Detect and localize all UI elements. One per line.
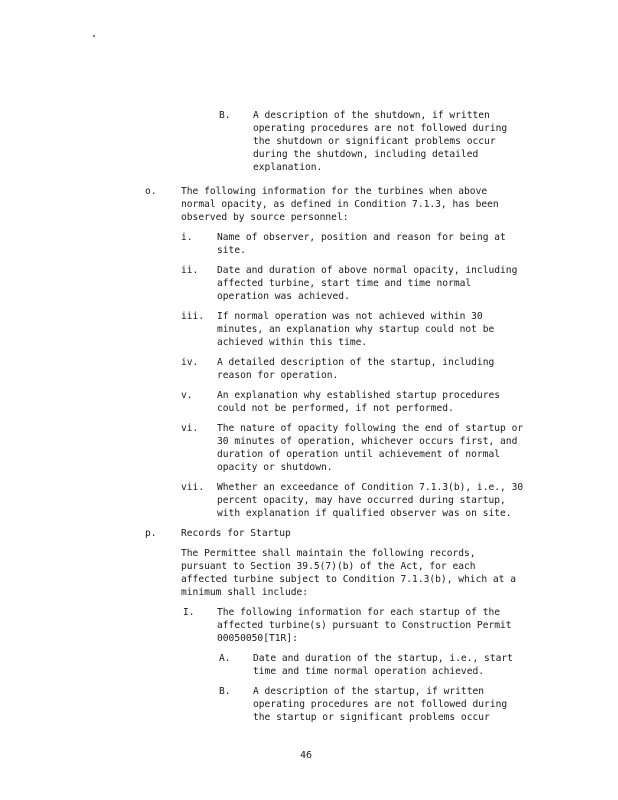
p-sub-b-line-3: the startup or significant problems occur (253, 712, 490, 723)
o-item-iv-label: iv. (181, 357, 199, 368)
o-item-vi-line-4: opacity or shutdown. (217, 462, 333, 473)
o-item-vi-line-2: 30 minutes of operation, whichever occurs first, and (217, 436, 518, 447)
p-item-i-label: I. (183, 607, 195, 618)
p-sub-a-label: A. (219, 653, 231, 664)
o-item-v-line-1: An explanation why established startup procedures (217, 390, 501, 401)
o-item-vi-line-3: duration of operation until achievement of normal (217, 449, 501, 460)
o-item-ii-line-3: operation was achieved. (217, 291, 350, 302)
item-b-line-2: operating procedures are not followed during (253, 123, 508, 134)
o-item-iii-line-1: If normal operation was not achieved within 30 (217, 311, 483, 322)
item-b-line-4: during the shutdown, including detailed (253, 149, 479, 160)
section-o-line-2: normal opacity, as defined in Condition 7.1.3, has been (181, 199, 499, 210)
o-item-ii-label: ii. (181, 265, 199, 276)
o-item-ii-line-2: affected turbine, start time and time normal (217, 278, 472, 289)
o-item-vii-label: vii. (181, 482, 205, 493)
o-item-i-line-2: site. (217, 245, 246, 256)
section-o-line-3: observed by source personnel: (181, 212, 349, 223)
p-sub-b-line-1: A description of the startup, if written (253, 686, 485, 697)
section-p-intro-4: minimum shall include: (181, 587, 309, 598)
o-item-vi-label: vi. (181, 423, 199, 434)
section-p-intro-1: The Permittee shall maintain the following records, (181, 548, 476, 559)
p-sub-b-line-2: operating procedures are not followed during (253, 699, 508, 710)
section-o-label: o. (145, 186, 157, 197)
o-item-iv-line-1: A detailed description of the startup, including (217, 357, 495, 368)
o-item-iii-line-3: achieved within this time. (217, 337, 368, 348)
page-number: 46 (300, 750, 313, 761)
o-item-i-label: i. (181, 232, 193, 243)
o-item-iv-line-2: reason for operation. (217, 370, 339, 381)
o-item-vii-line-2: percent opacity, may have occurred during startup, (217, 495, 506, 506)
p-item-i-line-2: affected turbine(s) pursuant to Construction Permit (217, 620, 512, 631)
p-sub-a-line-1: Date and duration of the startup, i.e., start (253, 653, 513, 664)
o-item-iii-label: iii. (181, 311, 205, 322)
item-b-label: B. (219, 110, 231, 121)
item-b-line-3: the shutdown or significant problems occur (253, 136, 496, 147)
o-item-vii-line-3: with explanation if qualified observer was on site. (217, 508, 512, 519)
item-b-line-5: explanation. (253, 162, 323, 173)
p-item-i-line-3: 00050050[T1R]: (217, 633, 298, 644)
p-sub-a-line-2: time and time normal operation achieved. (253, 666, 485, 677)
o-item-vi-line-1: The nature of opacity following the end of startup or (217, 423, 524, 434)
o-item-iii-line-2: minutes, an explanation why startup could not be (217, 324, 495, 335)
p-sub-b-label: B. (219, 686, 231, 697)
scan-speck (93, 35, 95, 37)
section-p-intro-2: pursuant to Section 39.5(7)(b) of the Act, for each (181, 561, 476, 572)
o-item-ii-line-1: Date and duration of above normal opacity, including (217, 265, 518, 276)
o-item-v-line-2: could not be performed, if not performed. (217, 403, 454, 414)
o-item-vii-line-1: Whether an exceedance of Condition 7.1.3(b), i.e., 30 (217, 482, 524, 493)
section-o-line-1: The following information for the turbines when above (181, 186, 488, 197)
p-item-i-line-1: The following information for each startup of the (217, 607, 501, 618)
o-item-v-label: v. (181, 390, 193, 401)
item-b-line-1: A description of the shutdown, if written (253, 110, 490, 121)
section-p-label: p. (145, 528, 157, 539)
section-p-intro-3: affected turbine subject to Condition 7.1.3(b), which at a (181, 574, 517, 585)
o-item-i-line-1: Name of observer, position and reason for being at (217, 232, 506, 243)
section-p-heading: Records for Startup (181, 528, 291, 539)
